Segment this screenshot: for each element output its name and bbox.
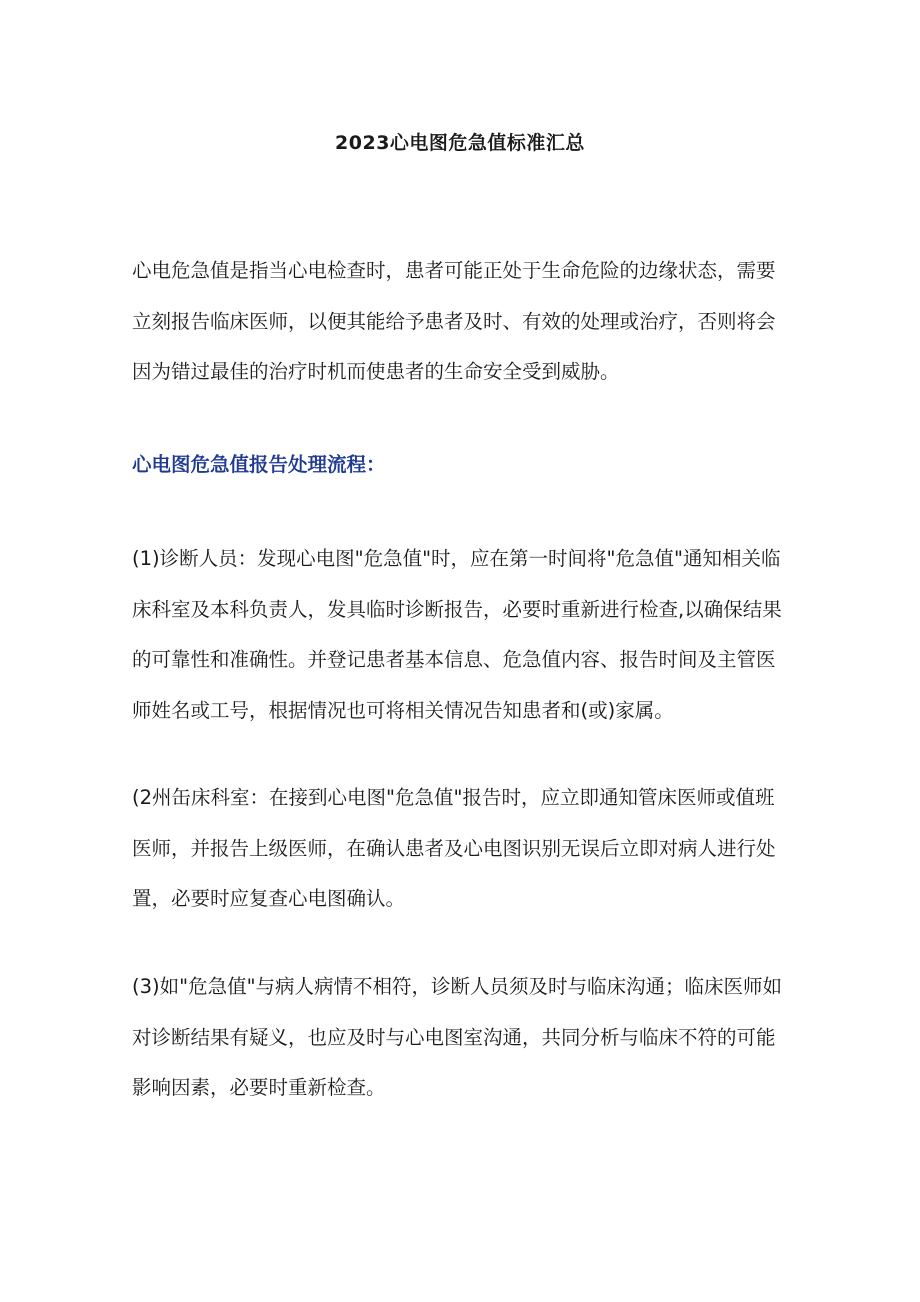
intro-paragraph <box>132 246 798 398</box>
step-2-paragraph <box>132 773 798 925</box>
section-heading: 心电图危急值报告处理流程： <box>132 453 386 476</box>
text-line: (2州缶床科室：在接到心电图"危急值"报告时，应立即通知管床医师或值班 <box>132 786 775 809</box>
text-line: 医师，并报告上级医师，在确认患者及心电图识别无误后立即对病人进行处 <box>132 836 776 860</box>
text-line: (3)如"危急值"与病人病情不相符，诊断人员须及时与临床沟通；临床医师如 <box>132 975 783 998</box>
text-line: 立刻报告临床医师，以便其能给予患者及时、有效的处理或治疗，否则将会 <box>132 309 776 333</box>
step-1-paragraph <box>132 534 798 736</box>
document-title: 2023心电图危急值标准汇总 <box>335 132 585 154</box>
text-line: 对诊断结果有疑义，也应及时与心电图室沟通，共同分析与临床不符的可能 <box>132 1025 776 1049</box>
text-line: 的可靠性和准确性。并登记患者基本信息、危急值内容、报告时间及主管医 <box>132 648 776 671</box>
step-3-paragraph <box>132 962 798 1114</box>
text-line: 影响因素，必要时重新检查。 <box>132 1076 386 1099</box>
text-line: 因为错过最佳的治疗时机而使患者的生命安全受到威胁。 <box>132 360 620 383</box>
text-line: 床科室及本科负责人，发具临时诊断报告，必要时重新进行检查,以确保结果 <box>132 597 782 621</box>
text-line: 置，必要时应复查心电图确认。 <box>132 887 406 910</box>
text-line: 心电危急值是指当心电检查时，患者可能正处于生命危险的边缘状态，需要 <box>132 259 776 282</box>
text-line: (1)诊断人员：发现心电图"危急值"时，应在第一时间将"危急值"通知相关临 <box>132 547 781 570</box>
text-line: 师姓名或工号，根据情况也可将相关情况告知患者和(或)家属。 <box>132 698 674 722</box>
